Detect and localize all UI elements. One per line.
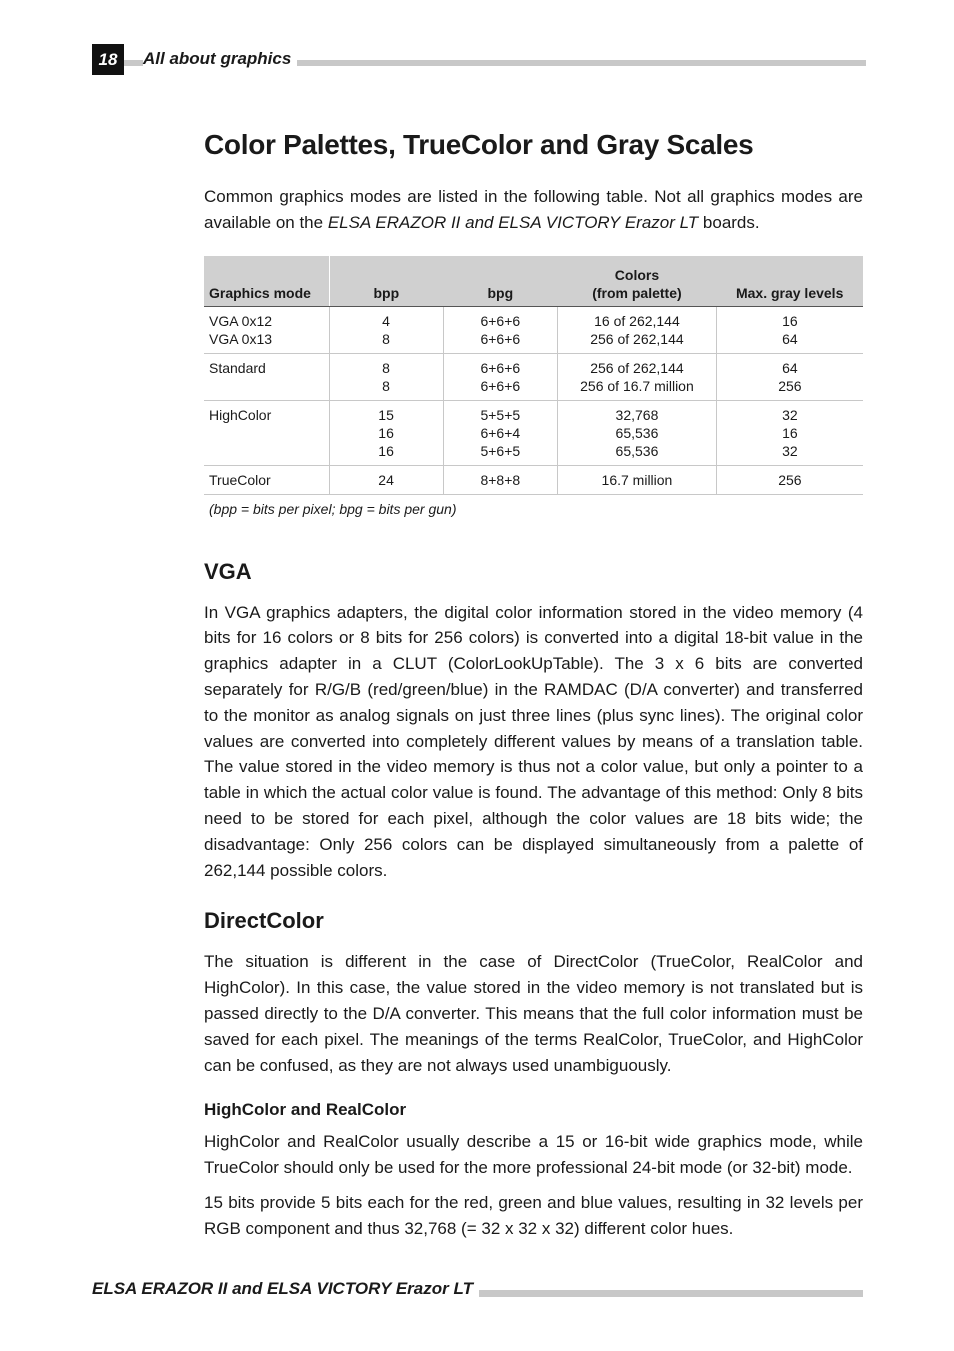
page-number: 18	[92, 44, 124, 75]
header-gray-levels: Max. gray levels	[716, 256, 863, 307]
cell-line: 8	[382, 377, 390, 394]
cell-colors	[558, 306, 717, 353]
table-row	[204, 400, 863, 465]
cell-mode	[204, 465, 329, 494]
cell-line: 16	[378, 442, 394, 459]
intro-product-name: ELSA ERAZOR II and ELSA VICTORY Erazor LT	[327, 212, 699, 232]
cell-bpp	[329, 400, 443, 465]
highcolor-paragraph-1: HighColor and RealColor usually describe a 15 or 16-bit wide graphics mode, while TrueColor should only be used for the more professional 24-bit mode (or 32-bit) mode.	[204, 1132, 863, 1178]
directcolor-paragraph: The situation is different in the case of DirectColor (TrueColor, RealColor and HighColor). In this case, the value stored in the video memory is not translated but is passed directly to the D/A converter. This means that the full color information must be saved for each pixel. The meanings of the terms RealColor, TrueColor, and HighColor can be confused, as they are not always used unambiguously.	[204, 952, 863, 1075]
table-row	[204, 353, 863, 400]
cell-line: 5+5+5	[480, 406, 521, 423]
cell-line: Standard	[209, 359, 266, 376]
section-heading-directcolor: DirectColor	[204, 908, 324, 934]
section-heading-vga: VGA	[204, 558, 252, 584]
cell-line: 16.7 million	[601, 471, 673, 488]
cell-mode	[204, 353, 329, 400]
graphics-modes-table	[204, 256, 863, 495]
cell-line: 16 of 262,144	[594, 312, 680, 329]
cell-line: 256	[778, 471, 802, 488]
cell-bpg	[443, 465, 558, 494]
cell-gray-levels	[716, 306, 863, 353]
cell-line: 15	[378, 406, 394, 423]
cell-line: 8	[382, 359, 390, 376]
cell-line: 16	[782, 312, 798, 329]
cell-bpp	[329, 353, 443, 400]
header-colors-line2: (from palette)	[592, 284, 682, 301]
cell-line: 6+6+6	[480, 359, 521, 376]
cell-line: 6+6+4	[480, 424, 521, 441]
vga-paragraph: In VGA graphics adapters, the digital color information stored in the video memory (4 bits for 16 colors or 8 bits for 256 colors) is converted into a digital 18-bit value in the graphics adapter in a CLUT (ColorLookUpTable). The 3 x 6 bits are converted separately for R/G/B (red/green/blue) in the RAMDAC (D/A converter) and transferred to the monitor as analog signals on just three lines (plus sync lines). The original color values are converted into completely different values by means of a translation table. The value stored in the video memory is thus not a color value, but only a pointer to a table in which the actual color value is found. The advantage of this method: Only 8 bits need to be stored for each pixel, although the color values are 18 bits wide; the disadvantage: Only 256 colors can be displayed simultaneously from a palette of 262,144 possible colors.	[204, 602, 863, 880]
cell-colors	[558, 465, 717, 494]
cell-line: 4	[382, 312, 390, 329]
cell-colors	[558, 353, 717, 400]
cell-line: 6+6+6	[480, 330, 521, 347]
cell-line: 32,768	[615, 406, 659, 423]
running-footer: ELSA ERAZOR II and ELSA VICTORY Erazor LT	[92, 1278, 479, 1300]
cell-line: 64	[782, 330, 798, 347]
intro-text-after: boards.	[698, 212, 760, 232]
cell-bpg	[443, 400, 558, 465]
cell-colors	[558, 400, 717, 465]
header-colors	[558, 256, 717, 307]
cell-line: 16	[782, 424, 798, 441]
table-row	[204, 465, 863, 494]
cell-line: 256 of 262,144	[590, 330, 684, 347]
intro-paragraph	[204, 184, 863, 236]
cell-line: 8+8+8	[480, 471, 521, 488]
cell-gray-levels	[716, 353, 863, 400]
cell-line: 32	[782, 442, 798, 459]
cell-line: 6+6+6	[480, 312, 521, 329]
cell-line: 8	[382, 330, 390, 347]
header-graphics-mode: Graphics mode	[204, 256, 329, 307]
running-header: All about graphics	[143, 48, 297, 70]
cell-line: 65,536	[615, 442, 659, 459]
table-row	[204, 306, 863, 353]
table-footnote: (bpp = bits per pixel; bpg = bits per gun)	[209, 500, 457, 517]
header-bpp: bpp	[329, 256, 443, 307]
cell-line: 16	[378, 424, 394, 441]
cell-mode	[204, 400, 329, 465]
page-title: Color Palettes, TrueColor and Gray Scales	[204, 129, 754, 160]
page-content	[204, 126, 863, 1242]
cell-gray-levels	[716, 465, 863, 494]
cell-bpp	[329, 465, 443, 494]
cell-line: 64	[782, 359, 798, 376]
cell-line: VGA 0x12	[209, 312, 273, 329]
cell-bpg	[443, 353, 558, 400]
cell-line: TrueColor	[209, 471, 271, 488]
cell-line: HighColor	[209, 406, 272, 423]
table-header-row	[204, 256, 863, 307]
cell-line: 32	[782, 406, 798, 423]
subsection-heading-highcolor: HighColor and RealColor	[204, 1100, 407, 1120]
cell-line: 65,536	[615, 424, 659, 441]
cell-mode	[204, 306, 329, 353]
header-colors-line1: Colors	[614, 266, 660, 283]
highcolor-paragraph-2: 15 bits provide 5 bits each for the red, green and blue values, resulting in 32 levels per RGB component and thus 32,768 (= 32 x 32 x 32) different color hues.	[204, 1192, 863, 1238]
cell-gray-levels	[716, 400, 863, 465]
cell-bpp	[329, 306, 443, 353]
cell-line: 256 of 16.7 million	[580, 377, 694, 394]
cell-line: 6+6+6	[480, 377, 521, 394]
intro-text-before: Common graphics modes are listed in the following table. Not all graphics modes are available on the	[204, 187, 863, 232]
cell-line: 5+6+5	[480, 442, 521, 459]
cell-line: VGA 0x13	[209, 330, 273, 347]
cell-bpg	[443, 306, 558, 353]
cell-line: 24	[378, 471, 394, 488]
cell-line: 256	[778, 377, 802, 394]
cell-line: 256 of 262,144	[590, 359, 684, 376]
header-bpg: bpg	[443, 256, 558, 307]
